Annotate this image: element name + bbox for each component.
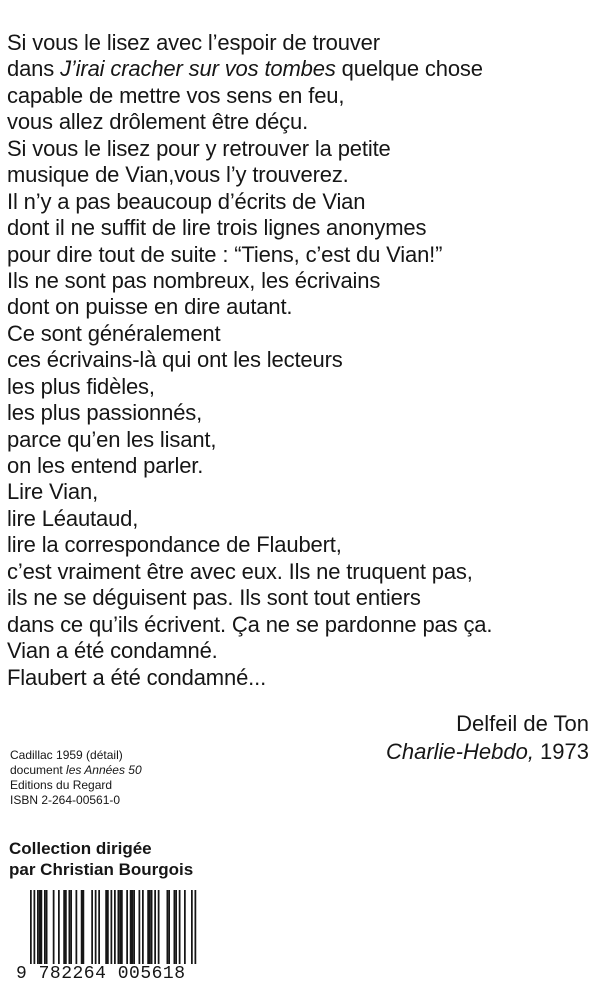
barcode-bar: [41, 890, 43, 964]
barcode-bar: [83, 890, 85, 964]
blurb-line: Si vous le lisez avec l’espoir de trouver: [7, 30, 380, 55]
blurb-line: Si vous le lisez pour y retrouver la petite: [7, 135, 391, 161]
blurb-line: Lire Vian,: [7, 479, 99, 505]
barcode-bar: [184, 890, 186, 964]
blurb-line: les plus fidèles,: [7, 373, 155, 399]
barcode-bar: [154, 890, 156, 964]
blurb-line: on les entend parler.: [7, 453, 204, 478]
blurb-line: Ils ne sont pas nombreux, les écrivains: [7, 267, 381, 293]
blurb-line: Flaubert a été condamné...: [7, 664, 267, 690]
blurb-line: pour dire tout de suite : “Tiens, c’est du Vian!”: [7, 241, 443, 267]
blurb-line: Il n’y a pas beaucoup d’écrits de Vian: [7, 188, 366, 214]
signature: [386, 710, 589, 766]
barcode-bar: [118, 890, 120, 964]
barcode-bar: [39, 890, 41, 964]
barcode-bar: [107, 890, 109, 964]
blurb-line: c’est vraiment être avec eux. Ils ne truquent pas,: [7, 558, 473, 584]
credit-document-title: les Années 50: [66, 763, 142, 777]
barcode-bar: [151, 890, 153, 964]
blurb-line: Vian a été condamné.: [7, 638, 218, 664]
credit-publisher: Editions du Regard: [10, 778, 113, 792]
barcode-bar: [149, 890, 151, 964]
blurb-line: dans ce qu’ils écrivent. Ça ne se pardonne pas ça.: [7, 611, 493, 637]
barcode-bar: [58, 890, 60, 964]
barcode-bar: [139, 890, 141, 964]
barcode-bar: [65, 890, 67, 964]
credit-document-lead: document: [10, 763, 67, 777]
blurb-line: parce qu’en les lisant,: [7, 426, 217, 452]
blurb-line: musique de Vian,vous l’y trouverez.: [7, 162, 349, 188]
barcode-bar: [119, 890, 121, 964]
blurb-line: vous allez drôlement être déçu.: [7, 109, 309, 135]
collection-editor: par Christian Bourgois: [9, 860, 194, 879]
barcode-bar: [121, 890, 123, 964]
barcode-bar: [81, 890, 83, 964]
barcode-bar: [158, 890, 160, 964]
barcode-bar: [70, 890, 72, 964]
blurb-line-tail: quelque chose: [335, 56, 483, 82]
blurb-line: ces écrivains-là qui ont les lecteurs: [7, 347, 343, 373]
barcode-bar: [105, 890, 107, 964]
barcode-number: 9 782264 005618: [16, 964, 202, 984]
signature-source: [386, 738, 589, 766]
barcode-bar: [37, 890, 39, 964]
barcode-bar: [53, 890, 55, 964]
barcode-bar: [147, 890, 149, 964]
barcode-bar: [44, 890, 46, 964]
signature-author: Delfeil de Ton: [456, 711, 589, 736]
signature-year: 1973: [533, 739, 589, 764]
barcode-bar: [167, 890, 169, 964]
book-title: J’irai cracher sur vos tombes: [60, 56, 336, 82]
blurb-line: dont il ne suffit de lire trois lignes anonymes: [7, 215, 427, 241]
blurb-line: capable de mettre vos sens en feu,: [7, 82, 345, 108]
blurb-line: lire la correspondance de Flaubert,: [7, 532, 342, 558]
barcode-bar: [142, 890, 144, 964]
barcode-bar: [179, 890, 181, 964]
cover-credits: [10, 748, 142, 808]
credit-image: Cadillac 1959 (détail): [10, 748, 123, 762]
blurb-line-lead: dans: [7, 56, 61, 82]
barcode-bar: [63, 890, 65, 964]
barcode-bar: [133, 890, 135, 964]
signature-publication: Charlie-Hebdo,: [385, 739, 534, 764]
barcode-bar: [91, 890, 93, 964]
barcode-bar: [76, 890, 78, 964]
credit-document: [10, 763, 142, 778]
credit-isbn: ISBN 2-264-00561-0: [10, 793, 121, 807]
barcode-bar: [174, 890, 176, 964]
blurb-line: [7, 56, 597, 82]
barcode: [16, 890, 202, 984]
blurb-line: ils ne se déguisent pas. Ils sont tout entiers: [7, 585, 421, 611]
blurb-line: les plus passionnés,: [7, 400, 203, 426]
blurb-line: lire Léautaud,: [7, 505, 139, 531]
barcode-bar: [168, 890, 170, 964]
barcode-bar: [126, 890, 128, 964]
barcode-bar: [69, 890, 71, 964]
barcode-bar: [132, 890, 134, 964]
collection-note: [9, 838, 193, 880]
blurb-line: Ce sont généralement: [7, 320, 221, 346]
barcode-bar: [175, 890, 177, 964]
collection-line: Collection dirigée: [9, 839, 152, 858]
barcode-bar: [130, 890, 132, 964]
barcode-bar: [46, 890, 48, 964]
barcode-bar: [98, 890, 100, 964]
blurb-line: dont on puisse en dire autant.: [7, 294, 293, 320]
barcode-bar: [95, 890, 97, 964]
blurb-text: [7, 30, 597, 691]
